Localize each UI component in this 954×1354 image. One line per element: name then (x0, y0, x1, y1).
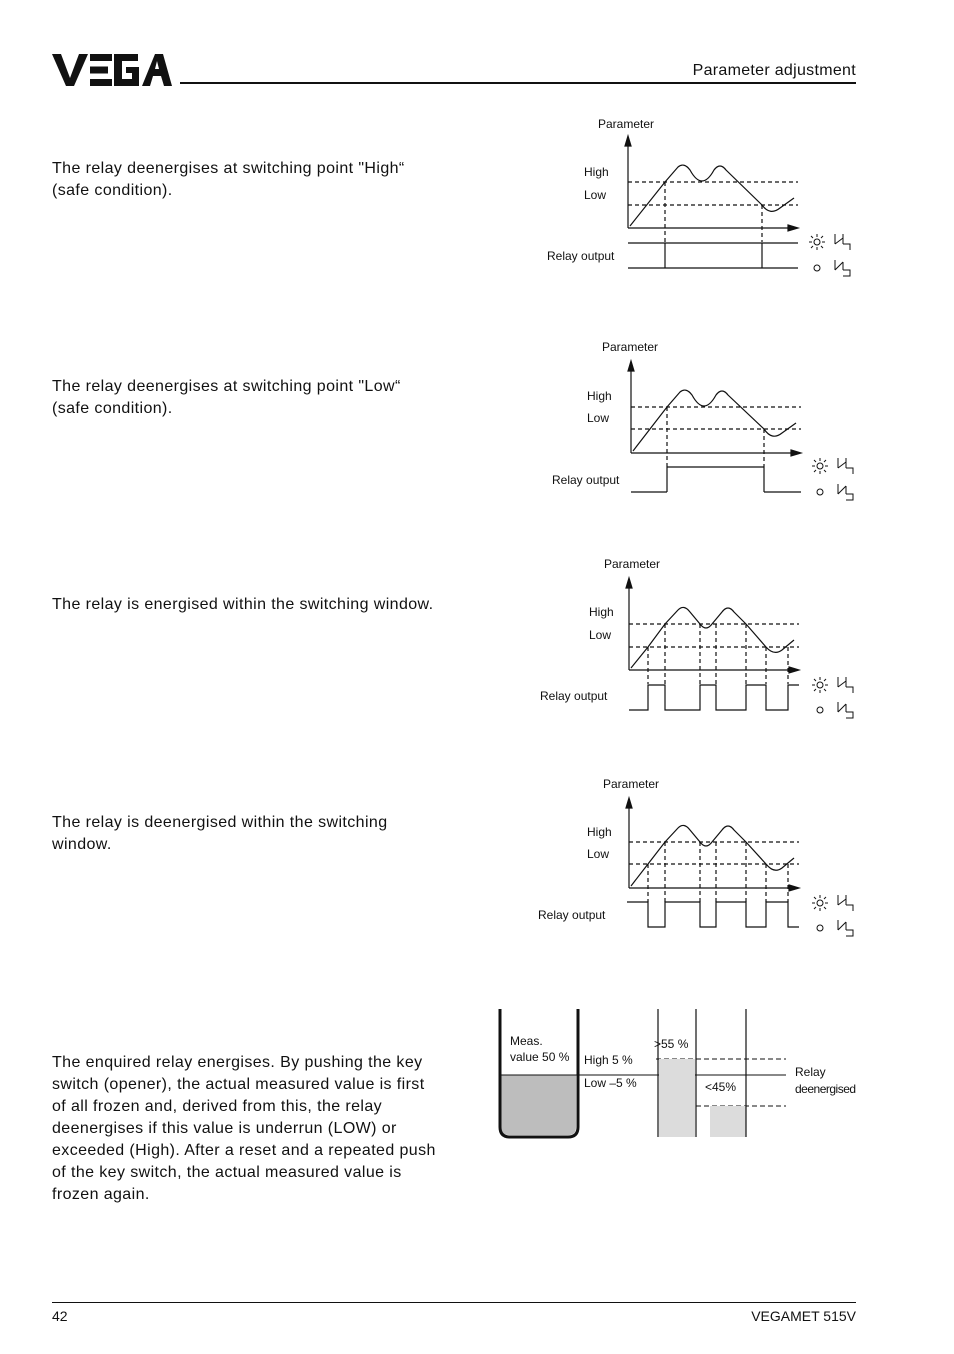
section-2-text: The relay deenergises at switching point "Low“ (safe condition). (52, 378, 401, 417)
relay-symbols-4 (812, 895, 853, 936)
diagram-1-y-label: Parameter (598, 117, 655, 131)
switching-diagram-3 (538, 552, 868, 732)
diagram-2-high-label: High (587, 389, 612, 403)
diagram-4-low-label: Low (587, 847, 610, 861)
vega-logo (52, 52, 172, 88)
tank-high-label: High 5 % (584, 1053, 633, 1067)
diagram-4-high-label: High (587, 825, 612, 839)
switching-diagram-4 (536, 772, 866, 952)
tank-low-label: Low –5 % (584, 1076, 637, 1090)
diagram-4-y-label: Parameter (603, 777, 660, 791)
section-5-text: The enquired relay energises. By pushing the key switch (opener), the actual measured value is first of all frozen and, derived from this, the relay deenergises if this value is underrun (LOW) or exceeded (High). After a reset and a repeated push of the key switch, the actual measured value is frozen again. (52, 1054, 436, 1203)
tank-below-label: <45% (705, 1080, 737, 1094)
diagram-2-y-label: Parameter (602, 340, 659, 354)
tank-diagram (496, 1005, 866, 1145)
relay-symbols-2 (812, 458, 853, 500)
section-4-text: The relay is deenergised within the switching window. (52, 814, 388, 853)
diagram-3-y-label: Parameter (604, 557, 661, 571)
diagram-1-low-label: Low (584, 188, 607, 202)
diagram-3-output-label: Relay output (540, 689, 608, 703)
tank-meas-line2: value 50 % (510, 1050, 570, 1064)
tank-above-label: >55 % (654, 1037, 689, 1051)
page-number: 42 (52, 1308, 68, 1324)
section-3-text: The relay is energised within the switching window. (52, 596, 434, 613)
tank-relay-line1: Relay (795, 1065, 826, 1079)
switching-diagram-2 (540, 333, 870, 513)
diagram-1-high-label: High (584, 165, 609, 179)
diagram-3-low-label: Low (589, 628, 612, 642)
diagram-4-output-label: Relay output (538, 908, 606, 922)
document-name: VEGAMET 515V (751, 1308, 856, 1324)
relay-symbols-3 (812, 677, 853, 718)
tank-relay-line2: deenergised (795, 1082, 856, 1096)
section-1-text: The relay deenergises at switching point "High“ (safe condition). (52, 160, 405, 199)
diagram-2-output-label: Relay output (552, 473, 620, 487)
diagram-3-high-label: High (589, 605, 614, 619)
relay-symbols-1 (809, 234, 850, 276)
tank-meas-line1: Meas. (510, 1034, 543, 1048)
header-rule (180, 82, 856, 84)
switching-diagram-1 (540, 110, 870, 290)
diagram-2-low-label: Low (587, 411, 610, 425)
diagram-1-output-label: Relay output (547, 249, 615, 263)
footer-rule (52, 1302, 856, 1303)
section-title: Parameter adjustment (692, 62, 856, 79)
